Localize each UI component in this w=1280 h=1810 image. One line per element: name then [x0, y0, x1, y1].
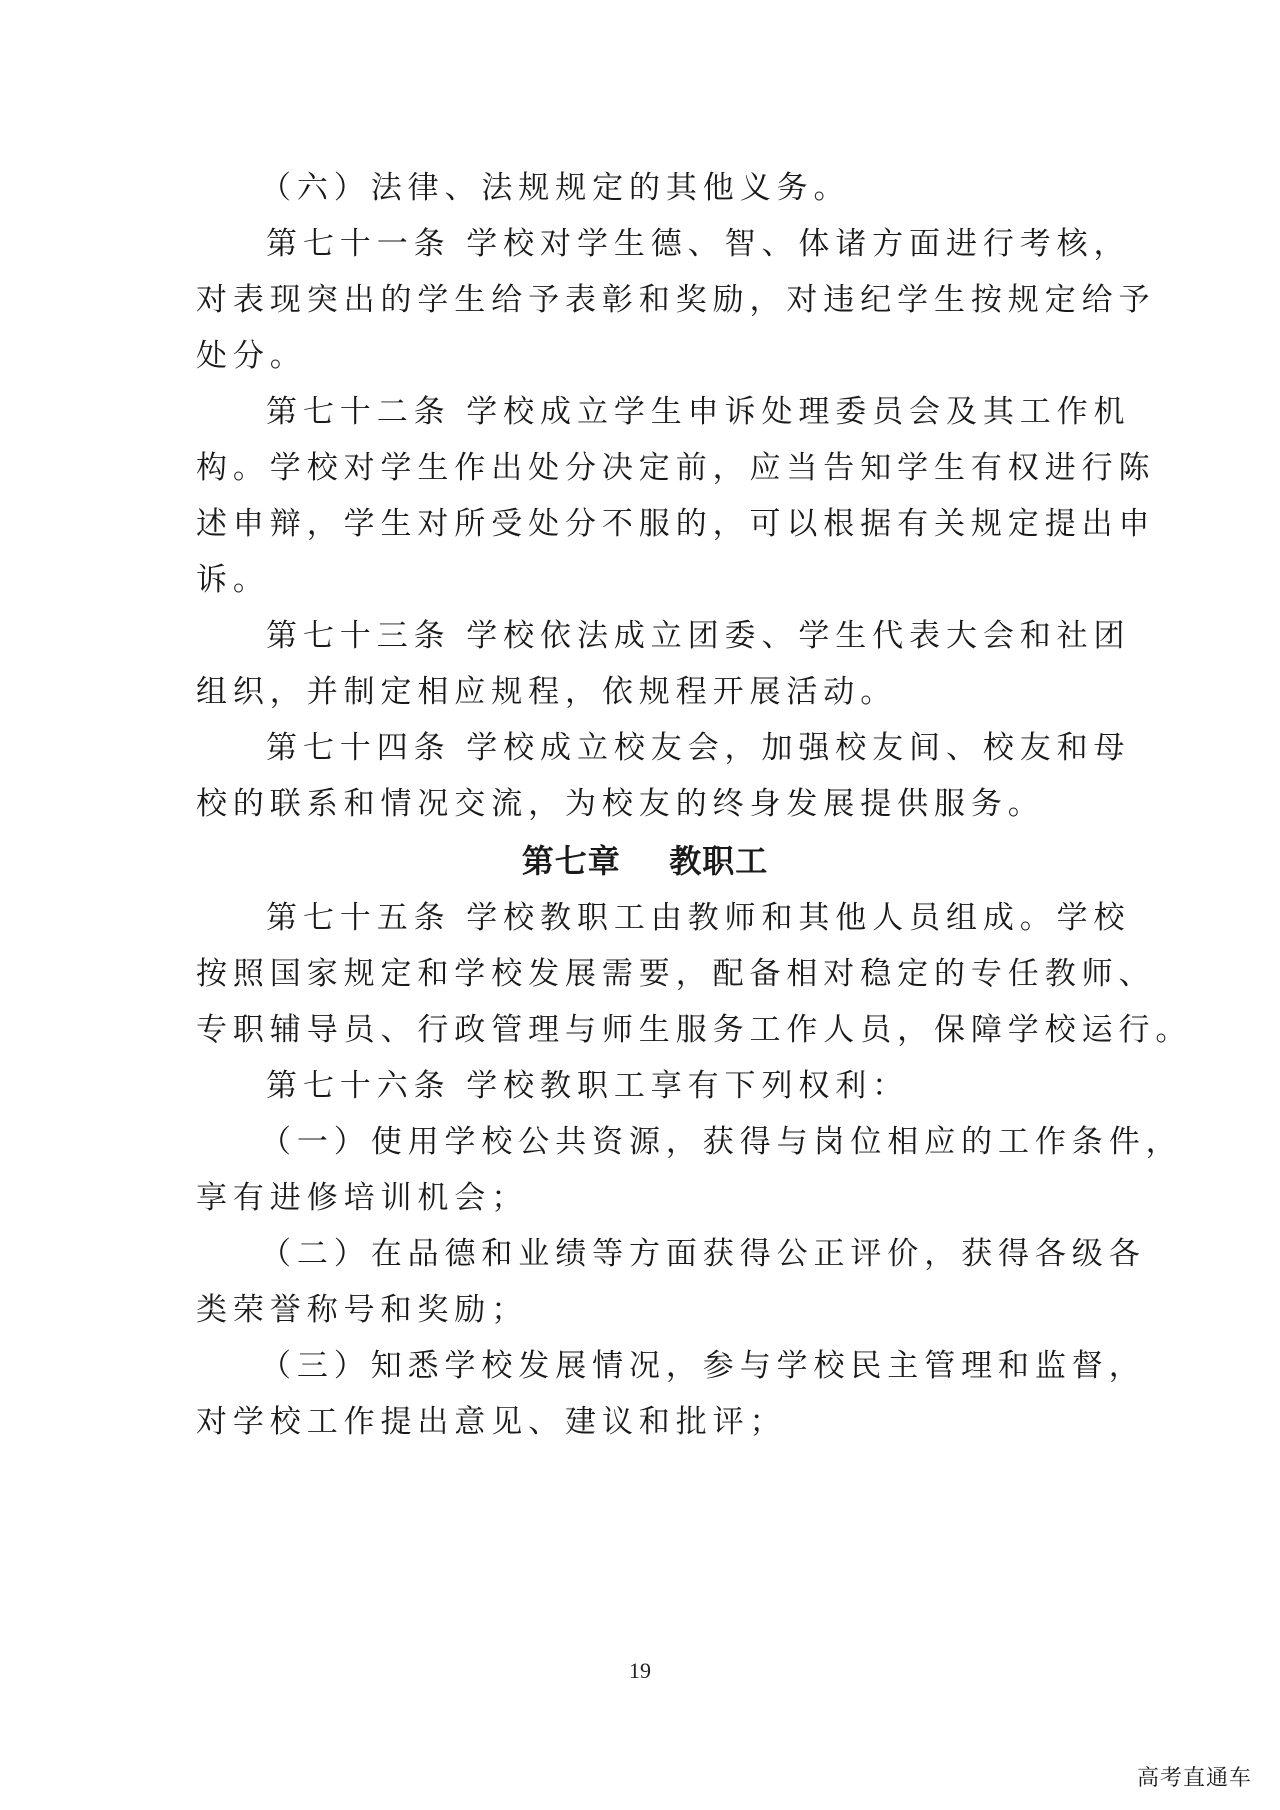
text-line: （三）知悉学校发展情况，参与学校民主管理和监督， — [260, 1348, 1146, 1384]
text-line: （六）法律、法规规定的其他义务。 — [260, 170, 851, 206]
page-number: 19 — [629, 1658, 651, 1683]
text-line: 第七十一条 学校对学生德、智、体诸方面进行考核， — [266, 226, 1131, 262]
text-line: 述申辩，学生对所受处分不服的，可以根据有关规定提出申 — [196, 506, 1156, 542]
text-line: （二）在品德和业绩等方面获得公正评价，获得各级各 — [260, 1236, 1146, 1272]
text-line: 校的联系和情况交流，为校友的终身发展提供服务。 — [196, 786, 1045, 822]
text-line: （一）使用学校公共资源，获得与岗位相应的工作条件， — [260, 1124, 1183, 1160]
text-line: 享有进修培训机会； — [196, 1180, 529, 1216]
text-line: 第七十五条 学校教职工由教师和其他人员组成。学校 — [266, 900, 1131, 936]
text-line: 组织，并制定相应规程，依规程开展活动。 — [196, 674, 898, 710]
text-line: 诉。 — [196, 562, 270, 598]
text-line: 对表现突出的学生给予表彰和奖励，对违纪学生按规定给予 — [196, 282, 1156, 318]
watermark-text: 高考直通车 — [1136, 1766, 1252, 1791]
text-line: 对学校工作提出意见、建议和批评； — [196, 1404, 787, 1440]
text-line: 专职辅导员、行政管理与师生服务工作人员，保障学校运行。 — [196, 1012, 1193, 1048]
text-line: 第七十六条 学校教职工享有下列权利： — [266, 1068, 910, 1104]
text-line: 构。学校对学生作出处分决定前，应当告知学生有权进行陈 — [196, 450, 1156, 486]
text-line: 按照国家规定和学校发展需要，配备相对稳定的专任教师、 — [196, 956, 1156, 992]
text-line: 第七十三条 学校依法成立团委、学生代表大会和社团 — [266, 618, 1131, 654]
chapter-heading: 第七章 教职工 — [521, 842, 769, 880]
text-line: 第七十二条 学校成立学生申诉处理委员会及其工作机 — [266, 394, 1131, 430]
text-line: 第七十四条 学校成立校友会，加强校友间、校友和母 — [266, 730, 1131, 766]
text-line: 类荣誉称号和奖励； — [196, 1292, 529, 1328]
text-line: 处分。 — [196, 338, 307, 374]
